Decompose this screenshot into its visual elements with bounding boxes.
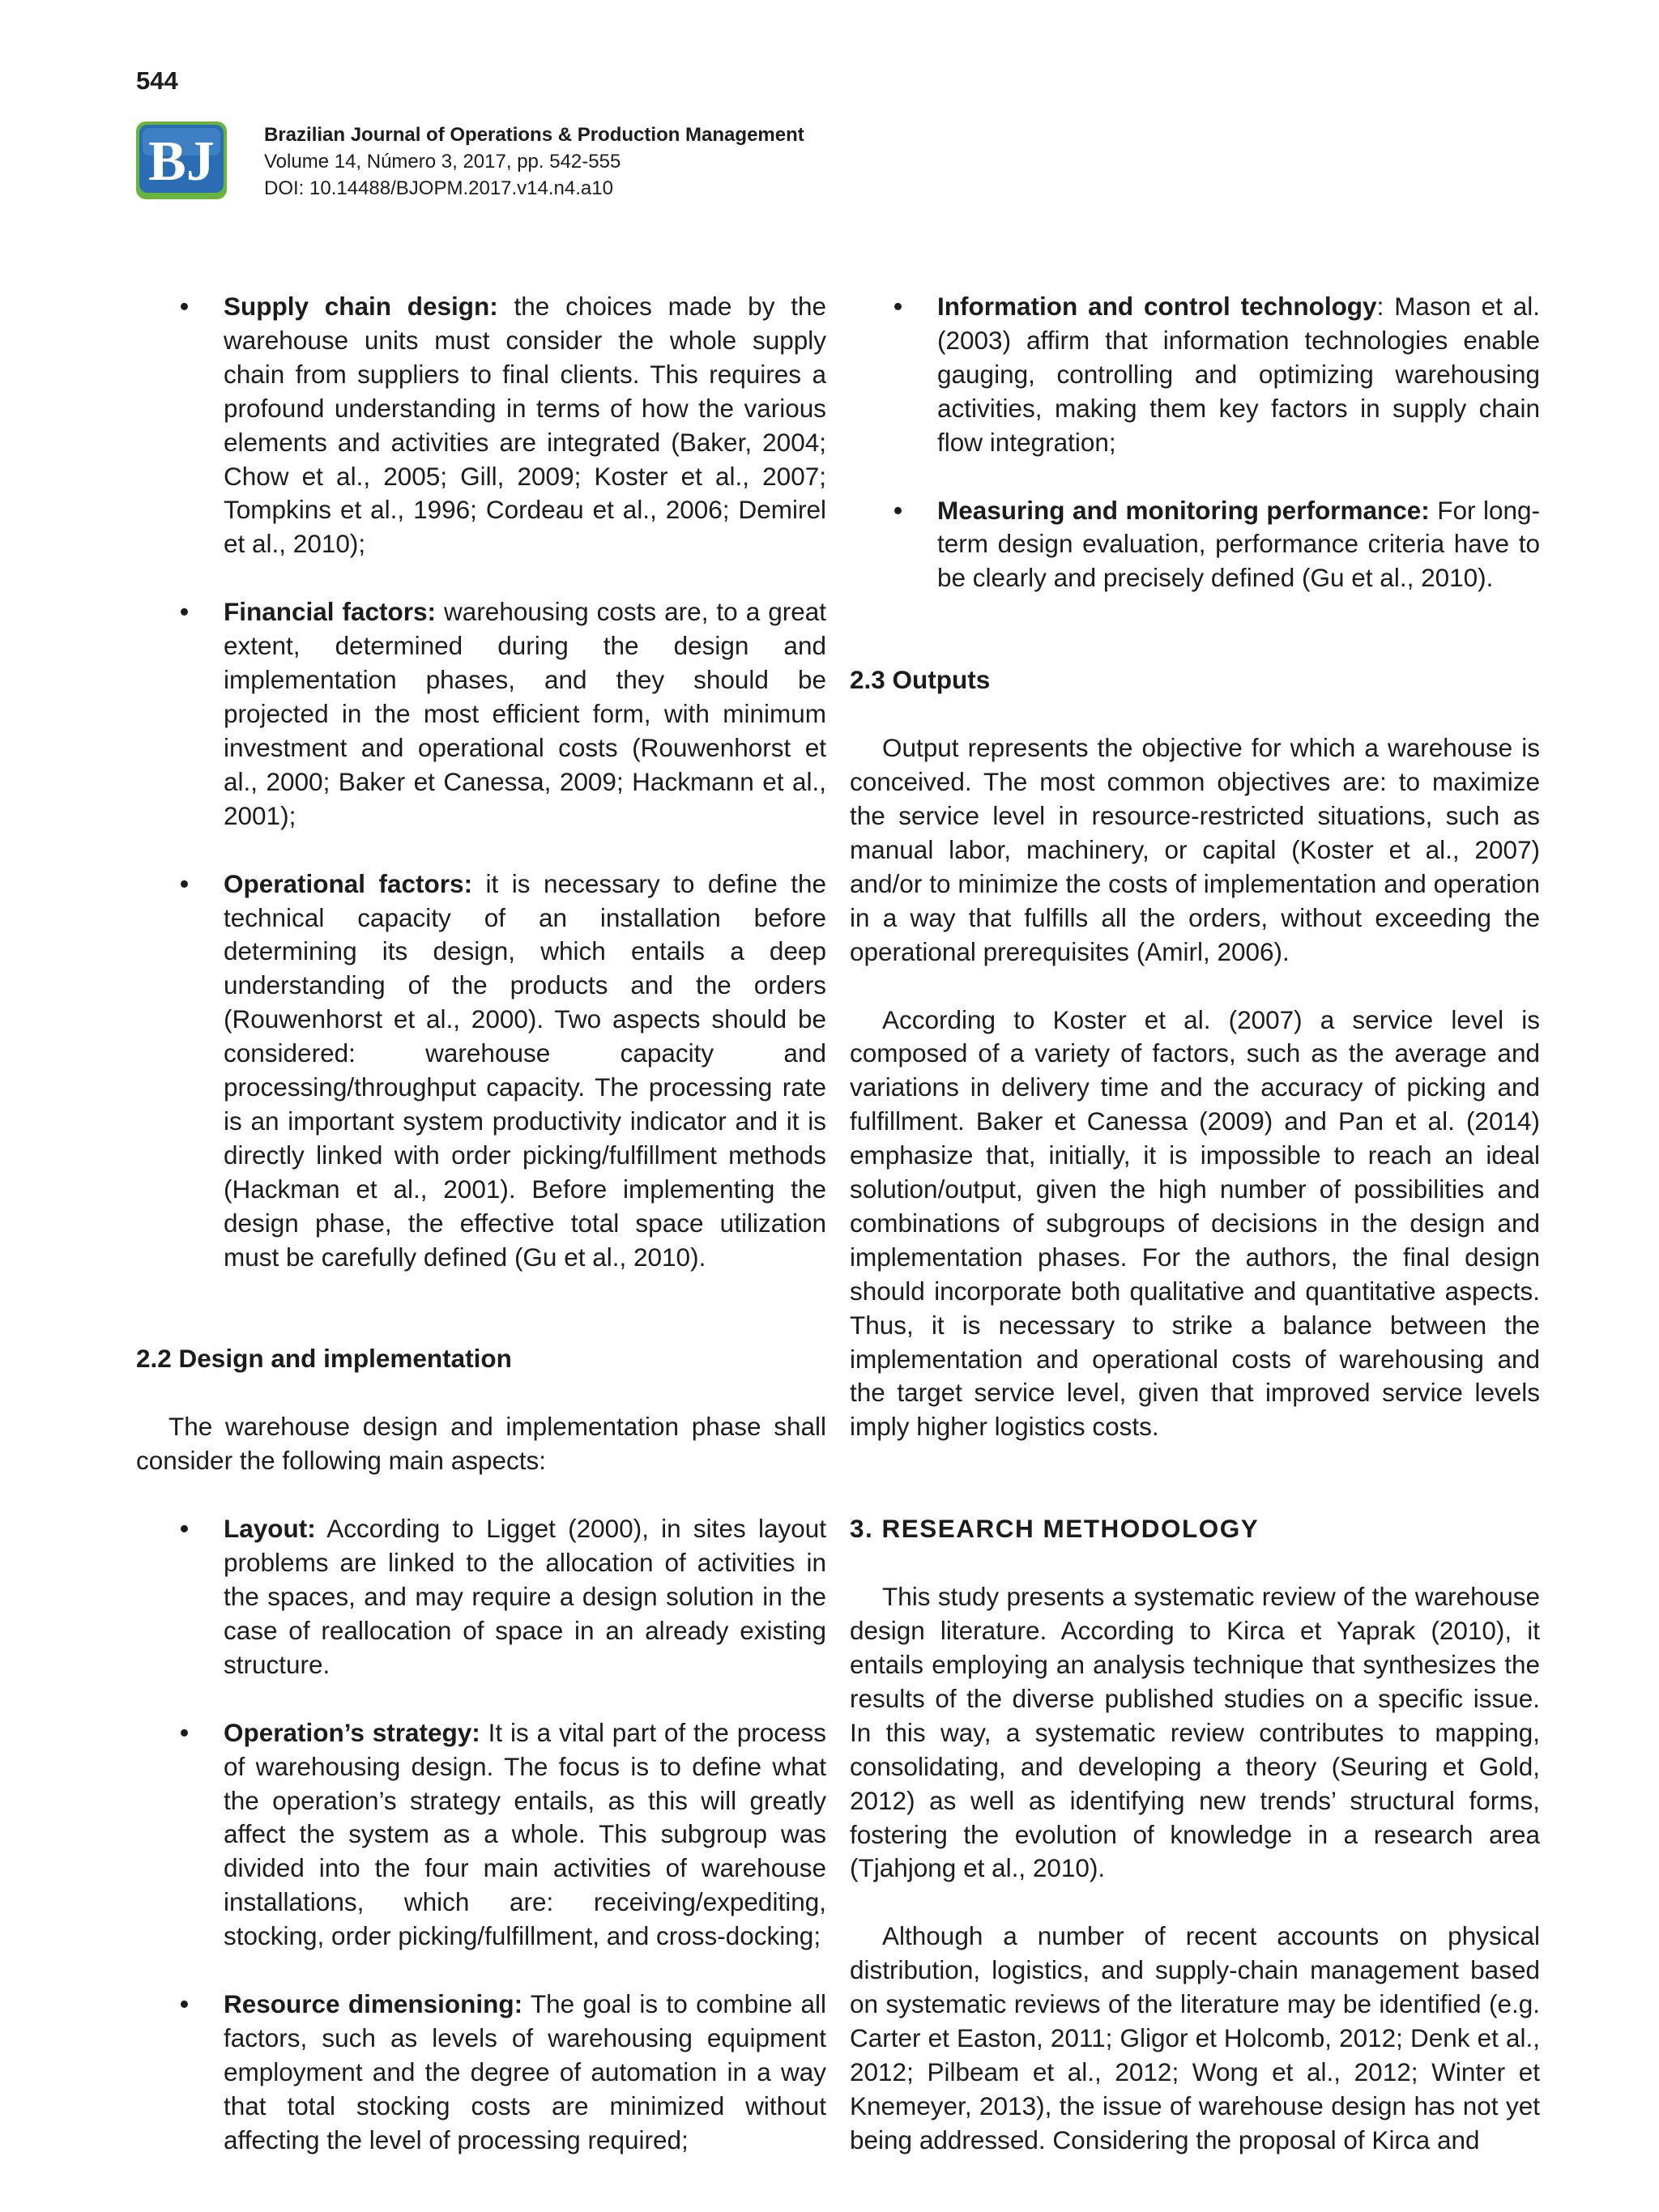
bullet-term: Operational factors:	[224, 868, 473, 898]
bullet-operational-factors	[136, 867, 826, 1275]
section-heading-outputs: 2.3 Outputs	[850, 665, 991, 695]
bullet-layout	[136, 1512, 826, 1682]
bullet-term: Operation’s strategy:	[224, 1717, 480, 1747]
bullet-term: Financial factors:	[224, 597, 437, 627]
left-column	[136, 290, 826, 2158]
bullet-text: The goal is to combine all factors, such as levels of warehousing equipment employment and the degree of automation in a way that total stocking costs are minimized without affecting the level of processing required;	[224, 1989, 826, 2154]
bullet-information-technology	[850, 290, 1540, 460]
bullet-resource-dimensioning	[136, 1988, 826, 2158]
design-intro-paragraph: The warehouse design and implementation phase shall consider the following main aspects:	[136, 1412, 826, 1476]
outputs-paragraph-1: Output represents the objective for which a warehouse is conceived. The most common objectives are: to maximize the service level in resource-restricted situations, such as manual labor, machinery, or capital (Koster et al., 2007) and/or to minimize the costs of implementation and operation in a way that fulfills all the orders, without exceeding the operational prerequisites (Amirl, 2006).	[850, 733, 1540, 966]
journal-info	[264, 121, 804, 202]
bullet-term: Resource dimensioning:	[224, 1989, 523, 2019]
journal-doi: DOI: 10.14488/BJOPM.2017.v14.n4.a10	[264, 177, 613, 199]
bullet-text: According to Ligget (2000), in sites layout problems are linked to the allocation of activities in the spaces, and may require a design solution in the case of reallocation of space in an already existing structure.	[224, 1514, 826, 1679]
bullet-text: warehousing costs are, to a great extent, determined during the design and implementation phases, and they should be projected in the most efficient form, with minimum investment and operational costs (Rouwenhorst et al., 2000; Baker et Canessa, 2009; Hackmann et al., 2001);	[224, 597, 826, 830]
bullet-financial-factors	[136, 595, 826, 833]
section-heading-methodology: 3. RESEARCH METHODOLOGY	[850, 1514, 1260, 1544]
methodology-paragraph-1: This study presents a systematic review of the warehouse design literature. According to Kirca et Yaprak (2010), it entails employing an analysis technique that synthesizes the results of the diverse published studies on a specific issue. In this way, a systematic review contributes to mapping, consolidating, and developing a theory (Seuring et Gold, 2012) as well as identifying new trends’ structural forms, fostering the evolution of knowledge in a research area (Tjahjong et al., 2010).	[850, 1582, 1540, 1883]
bullet-text: : Mason et al. (2003) affirm that information technologies enable gauging, controlling and optimizing warehousing activities, making them key factors in supply chain flow integration;	[937, 292, 1540, 457]
bullet-term: Layout:	[224, 1514, 316, 1544]
methodology-paragraph-2: Although a number of recent accounts on physical distribution, logistics, and supply-chain management based on systematic reviews of the literature may be identified (e.g. Carter et Easton, 2011; Gligor et Holcomb, 2012; Denk et al., 2012; Pilbeam et al., 2012; Wong et al., 2012; Winter et Knemeyer, 2013), the issue of warehouse design has not yet being addressed. Considering the proposal of Kirca and	[850, 1921, 1540, 2154]
bullet-text: For long-term design evaluation, performance criteria have to be clearly and precisely defined (Gu et al., 2010).	[937, 495, 1540, 593]
journal-logo	[136, 121, 227, 199]
outputs-paragraph-2: According to Koster et al. (2007) a service level is composed of a variety of factors, such as the average and variations in delivery time and the accuracy of picking and fulfillment. Baker et Canessa (2009) and Pan et al. (2014) emphasize that, initially, it is impossible to reach an ideal solution/output, given the high number of possibilities and combinations of subgroups of decisions in the design and implementation phases. For the authors, the final design should incorporate both qualitative and quantitative aspects. Thus, it is necessary to strike a balance between the implementation and operational costs of warehousing and the target service level, given that improved service levels imply higher logistics costs.	[850, 1004, 1540, 1442]
section-heading-design: 2.2 Design and implementation	[136, 1344, 512, 1374]
bullet-operations-strategy	[136, 1716, 826, 1954]
journal-volume: Volume 14, Número 3, 2017, pp. 542-555	[264, 151, 621, 173]
bullet-text: It is a vital part of the process of warehousing design. The focus is to define what the operation’s strategy entails, as this will greatly affect the system as a whole. This subgroup was divided into the four main activities of warehouse installations, which are: receiving/expediting, stocking, order picking/fulfillment, and cross-docking;	[224, 1717, 826, 1951]
bullet-term: Supply chain design:	[224, 292, 498, 321]
bullet-text: it is necessary to define the technical capacity of an installation before determining its design, which entails a deep understanding of the products and the orders (Rouwenhorst et al., 2000). Two aspects should be considered: warehouse capacity and processing/throughput capacity. The processing rate is an important system productivity indicator and it is directly linked with order picking/fulfillment methods (Hackman et al., 2001). Before implementing the design phase, the effective total space utilization must be carefully defined (Gu et al., 2010).	[224, 868, 826, 1272]
bullet-measuring-performance	[850, 494, 1540, 596]
bullet-term: Measuring and monitoring performance:	[937, 495, 1430, 525]
page-number: 544	[136, 66, 178, 95]
bullet-text: the choices made by the warehouse units must consider the whole supply chain from suppliers to final clients. This requires a profound understanding in terms of how the various elements and activities are integrated (Baker, 2004; Chow et al., 2005; Gill, 2009; Koster et al., 2007; Tompkins et al., 1996; Cordeau et al., 2006; Demirel et al., 2010);	[224, 292, 826, 559]
bullet-term: Information and control technology	[937, 292, 1377, 321]
bullet-supply-chain-design	[136, 290, 826, 561]
right-column	[850, 290, 1540, 2158]
logo-text: BJ	[148, 130, 215, 193]
journal-name: Brazilian Journal of Operations & Production Management	[264, 124, 804, 146]
